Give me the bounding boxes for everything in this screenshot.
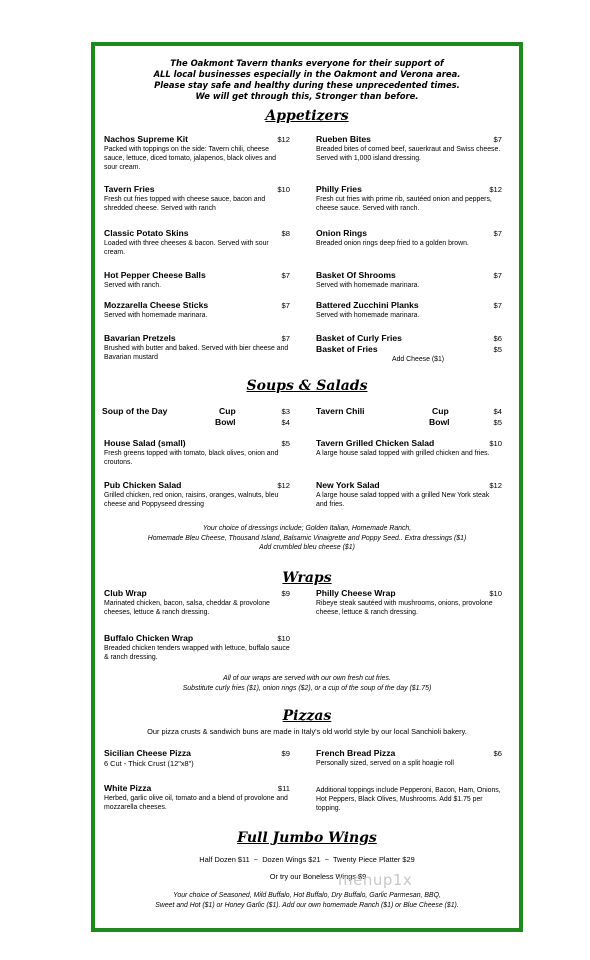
item-price: $12 <box>489 481 502 490</box>
item-name: French Bread Pizza <box>316 748 396 758</box>
item-description: Fresh cut fries topped with cheese sauce, bacon and shredded cheese. Served with ranch <box>104 196 266 213</box>
menu-item <box>104 480 290 509</box>
section-title-soups-salads: Soups & Salads <box>246 378 368 394</box>
menu-item <box>316 748 502 768</box>
item-name: New York Salad <box>316 480 380 490</box>
item-name: Tavern Fries <box>104 184 155 194</box>
item-name: Rueben Bites <box>316 134 371 144</box>
thank-you-notice <box>95 58 519 102</box>
add-cheese-note: Add Cheese ($1) <box>392 356 445 363</box>
item-description: A large house salad topped with grilled chicken and fries. <box>316 450 490 457</box>
item-name: Pub Chicken Salad <box>104 480 182 490</box>
section-title-appetizers: Appetizers <box>265 108 349 124</box>
item-price: $9 <box>281 589 290 598</box>
item-description: Served with homemade marinara. <box>316 312 420 319</box>
menu-item-fries <box>316 333 502 364</box>
menu-item <box>316 134 502 163</box>
item-description: Marinated chicken, bacon, salsa, cheddar & provolone cheeses, lettuce & ranch dressing. <box>104 600 270 617</box>
item-price: $12 <box>277 481 290 490</box>
item-name: Sicilian Cheese Pizza <box>104 748 191 758</box>
toppings-note: Additional toppings include Pepperoni, Bacon, Ham, Onions, Hot Peppers, Black Olives, Mushrooms. Add $1.75 per topping. <box>316 787 501 813</box>
menu-item <box>104 783 290 812</box>
item-price: $12 <box>277 135 290 144</box>
item-name: Battered Zucchini Planks <box>316 300 419 310</box>
item-description: Packed with toppings on the side: Tavern chili, cheese sauce, lettuce, diced tomato, jalapenos, black olives and sour cream. <box>104 146 276 172</box>
menu-item <box>104 438 290 467</box>
item-price: $7 <box>493 301 502 310</box>
menu-item <box>104 300 290 320</box>
menu-item <box>104 748 290 769</box>
item-description: Loaded with three cheeses & bacon. Served with sour cream. <box>104 240 269 257</box>
item-price: $7 <box>493 135 502 144</box>
item-price: $7 <box>281 334 290 343</box>
section-title-wings: Full Jumbo Wings <box>237 830 377 846</box>
item-name: Tavern Grilled Chicken Salad <box>316 438 435 448</box>
pizza-intro: Our pizza crusts & sandwich buns are made in Italy's old world style by our local Sanchioli bakery. <box>147 727 467 736</box>
menu-frame <box>91 42 523 932</box>
item-name: Bavarian Pretzels <box>104 333 176 343</box>
item-description: Served with ranch. <box>104 282 162 289</box>
bowl-price: $5 <box>493 418 502 427</box>
item-name: Classic Potato Skins <box>104 228 189 238</box>
item-description: Fresh cut fries with prime rib, sautéed onion and peppers, cheese sauce. Served with ranch. <box>316 196 492 213</box>
wings-prices: Half Dozen $11 ~ Dozen Wings $21 ~ Twenty Piece Platter $29 <box>199 855 415 864</box>
item-name: Philly Cheese Wrap <box>316 588 396 598</box>
item-price: $10 <box>489 589 502 598</box>
section-title-pizzas: Pizzas <box>282 708 332 724</box>
item-name: Basket of Fries <box>316 344 378 354</box>
notice-line: ALL local businesses especially in the Oakmont and Verona area. <box>153 69 461 79</box>
item-name: Philly Fries <box>316 184 362 194</box>
pizza-toppings <box>316 786 502 814</box>
item-description: Ribeye steak sautéed with mushrooms, onions, provolone cheese, lettuce & ranch dressing. <box>316 600 493 617</box>
item-description: Breaded onion rings deep fried to a golden brown. <box>316 240 469 247</box>
wings-sauce-note <box>95 891 519 910</box>
menu-item <box>316 184 502 213</box>
cup-price: $4 <box>493 407 502 416</box>
note-line: Your choice of Seasoned, Mild Buffalo, Hot Buffalo, Dry Buffalo, Garlic Parmesan, BBQ, <box>173 892 441 899</box>
item-name: Onion Rings <box>316 228 368 238</box>
item-description: Personally sized, served on a split hoagie roll <box>316 760 454 767</box>
size-bowl: Bowl <box>429 417 450 427</box>
size-cup: Cup <box>219 406 236 416</box>
item-description: A large house salad topped with a grilled New York steak and fries. <box>316 492 490 509</box>
note-line: Add crumbled bleu cheese ($1) <box>259 544 355 551</box>
menupix-watermark: menup1x <box>338 871 413 889</box>
bowl-price: $4 <box>281 418 290 427</box>
item-description: Brushed with butter and baked. Served with bier cheese and Bavarian mustard <box>104 345 289 362</box>
menu-item <box>316 228 502 248</box>
item-price: $6 <box>493 749 502 758</box>
item-name: Basket Of Shrooms <box>316 270 396 280</box>
section-title-wraps: Wraps <box>282 570 332 586</box>
menu-item <box>104 228 290 257</box>
item-price: $5 <box>281 439 290 448</box>
item-description: Breaded chicken tenders wrapped with lettuce, buffalo sauce & ranch dressing. <box>104 645 290 662</box>
item-name: Soup of the Day <box>102 406 168 416</box>
item-name: Tavern Chili <box>316 406 365 416</box>
menu-item <box>104 134 290 173</box>
menu-item <box>104 270 290 290</box>
item-price: $11 <box>277 784 290 793</box>
item-price: $9 <box>281 749 290 758</box>
item-price: $10 <box>489 439 502 448</box>
item-price: $7 <box>493 229 502 238</box>
item-name: Hot Pepper Cheese Balls <box>104 270 206 280</box>
item-price: $10 <box>277 634 290 643</box>
note-line: Sweet and Hot ($1) or Honey Garlic ($1). Add our own homemade Ranch ($1) or Blue Cheese ($1). <box>155 901 459 909</box>
item-description: Served with homemade marinara. <box>316 282 420 289</box>
note-line: Your choice of dressings include; Golden Italian, Homemade Ranch, <box>202 525 412 532</box>
item-description: 6 Cut - Thick Crust (12"x8") <box>104 759 194 768</box>
notice-line: Please stay safe and healthy during these unprecedented times. <box>154 80 460 90</box>
menu-item <box>316 438 502 458</box>
item-name: White Pizza <box>104 783 152 793</box>
item-price: $5 <box>493 345 502 354</box>
menu-item <box>104 633 290 662</box>
item-name: House Salad (small) <box>104 438 186 448</box>
item-price: $8 <box>281 229 290 238</box>
item-description: Fresh greens topped with tomato, black olives, onion and croutons. <box>104 450 279 467</box>
menu-item <box>104 588 290 617</box>
item-price: $7 <box>281 271 290 280</box>
item-price: $10 <box>277 185 290 194</box>
menu-item <box>316 270 502 290</box>
item-name: Club Wrap <box>104 588 147 598</box>
item-price: $7 <box>281 301 290 310</box>
note-line: All of our wraps are served with our own fresh cut fries. <box>223 675 391 682</box>
item-name: Mozzarella Cheese Sticks <box>104 300 209 310</box>
item-name: Basket of Curly Fries <box>316 333 402 343</box>
menu-item <box>316 480 502 509</box>
item-price: $6 <box>493 334 502 343</box>
item-description: Grilled chicken, red onion, raisins, oranges, walnuts, bleu cheese and Poppyseed dressing <box>104 492 279 509</box>
size-cup: Cup <box>432 406 449 416</box>
item-name: Nachos Supreme Kit <box>104 134 189 144</box>
dressing-note <box>95 524 519 553</box>
wraps-note <box>95 674 519 693</box>
item-price: $7 <box>493 271 502 280</box>
menu-item <box>104 184 290 213</box>
menu-item <box>316 588 502 617</box>
note-line: Homemade Bleu Cheese, Thousand Island, Balsamic Vinaigrette and Poppy Seed.. Extra dressings ($1) <box>147 534 467 542</box>
menu-item <box>316 300 502 320</box>
size-bowl: Bowl <box>215 417 236 427</box>
cup-price: $3 <box>281 407 290 416</box>
item-name: Buffalo Chicken Wrap <box>104 633 194 643</box>
notice-line: The Oakmont Tavern thanks everyone for their support of <box>170 58 444 68</box>
item-price: $12 <box>489 185 502 194</box>
item-description: Herbed, garlic olive oil, tomato and a blend of provolone and mozzarella cheeses. <box>104 795 288 812</box>
item-description: Served with homemade marinara. <box>104 312 208 319</box>
menu-item <box>104 333 290 362</box>
item-description: Breaded bites of corned beef, sauerkraut and Swiss cheese. Served with 1,000 island dressing. <box>316 146 501 163</box>
boneless-wings: Or try our Boneless Wings $9 <box>269 872 367 881</box>
note-line: Substitute curly fries ($1), onion rings ($2), or a cup of the soup of the day ($1.75) <box>182 684 432 692</box>
notice-line: We will get through this, Stronger than before. <box>195 91 419 101</box>
